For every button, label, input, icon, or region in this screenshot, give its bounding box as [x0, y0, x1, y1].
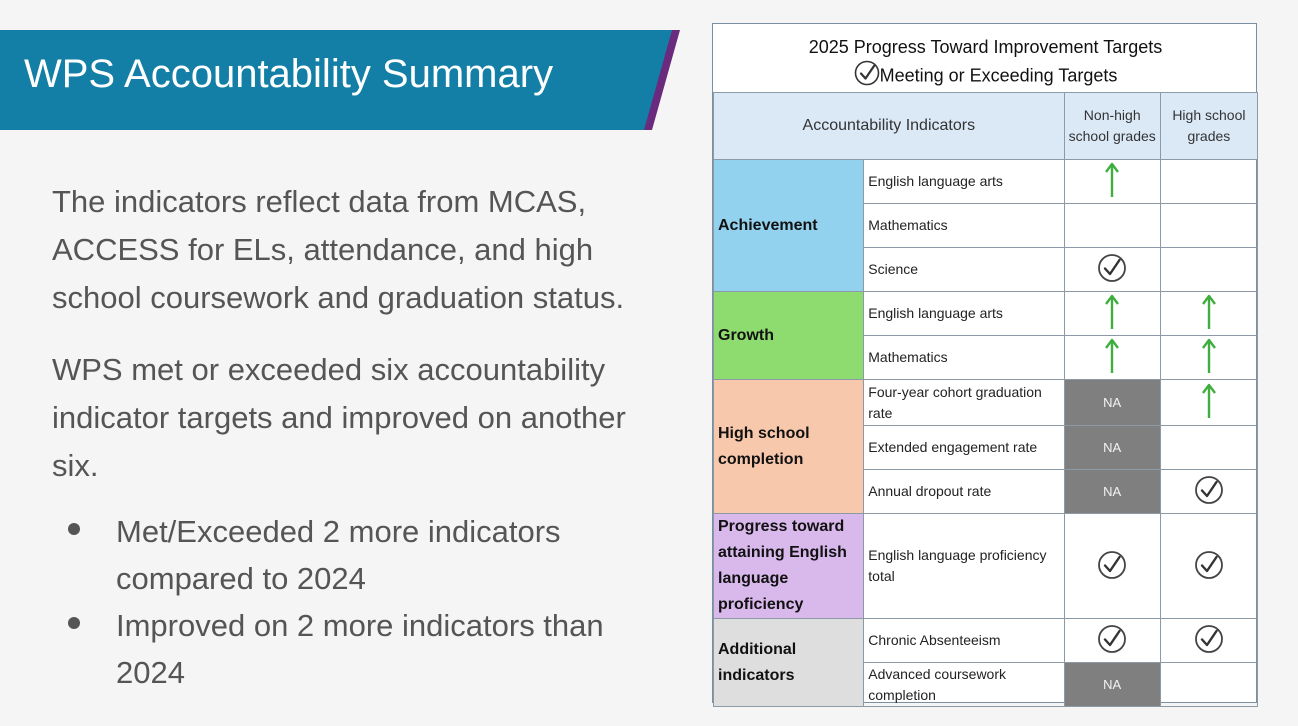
indicator-label: Four-year cohort graduation rate [864, 380, 1064, 426]
table-title: 2025 Progress Toward Improvement Targets [808, 37, 1163, 57]
status-cell [1160, 619, 1257, 663]
check-circle-icon [1097, 253, 1127, 286]
table-row [714, 514, 1258, 619]
table-row [714, 292, 1258, 336]
up-arrow-icon [1201, 338, 1217, 377]
indicator-label: Advanced coursework completion [864, 663, 1064, 707]
indicator-label: English language arts [864, 160, 1064, 204]
check-circle-icon [1194, 475, 1224, 508]
status-cell [1160, 663, 1257, 707]
status-cell [1064, 619, 1160, 663]
bullet-text: Met/Exceeded 2 more indicators compared to 2024 [116, 514, 561, 596]
bullet-dot-icon [68, 617, 80, 629]
category-el-progress: Progress toward attaining English language proficiency [714, 514, 864, 619]
slide-title: WPS Accountability Summary [24, 52, 554, 96]
na-label: NA [1103, 395, 1122, 410]
status-cell [1064, 292, 1160, 336]
up-arrow-icon [1104, 294, 1120, 333]
status-cell [1160, 470, 1257, 514]
table-heading [713, 34, 1258, 93]
indicator-label: Chronic Absenteeism [864, 619, 1064, 663]
status-cell [1064, 160, 1160, 204]
status-cell [1160, 380, 1257, 426]
status-cell [1160, 292, 1257, 336]
header-high-school-grades: High school grades [1160, 93, 1257, 160]
indicator-label: Annual dropout rate [864, 470, 1064, 514]
status-cell [1160, 248, 1257, 292]
bullet-list [68, 508, 668, 696]
check-circle-icon [854, 60, 880, 93]
up-arrow-icon [1104, 338, 1120, 377]
table-row [714, 160, 1258, 204]
category-achievement: Achievement [714, 160, 864, 292]
up-arrow-icon [1201, 383, 1217, 422]
na-label: NA [1103, 440, 1122, 455]
na-cell [1064, 380, 1160, 426]
list-item [68, 602, 668, 696]
indicator-label: Extended engagement rate [864, 426, 1064, 470]
category-hs-completion: High school completion [714, 380, 864, 514]
status-cell [1064, 204, 1160, 248]
legend-label: Meeting or Exceeding Targets [879, 65, 1118, 86]
status-cell [1064, 248, 1160, 292]
status-cell [1160, 426, 1257, 470]
bullet-text: Improved on 2 more indicators than 2024 [116, 608, 604, 690]
na-label: NA [1103, 677, 1122, 692]
na-cell [1064, 426, 1160, 470]
category-additional: Additional indicators [714, 619, 864, 707]
table-header-row [714, 93, 1258, 160]
list-item [68, 508, 668, 602]
check-circle-icon [1194, 550, 1224, 583]
status-cell [1160, 514, 1257, 619]
indicator-label: Mathematics [864, 336, 1064, 380]
status-cell [1160, 160, 1257, 204]
indicator-label: Mathematics [864, 204, 1064, 248]
table-body [714, 160, 1258, 707]
status-cell [1064, 514, 1160, 619]
progress-table-panel [712, 23, 1257, 703]
table-row [714, 380, 1258, 426]
na-cell [1064, 470, 1160, 514]
category-growth: Growth [714, 292, 864, 380]
check-circle-icon [1194, 624, 1224, 657]
check-circle-icon [1097, 550, 1127, 583]
accountability-table [713, 92, 1258, 707]
indicator-label: English language arts [864, 292, 1064, 336]
up-arrow-icon [1201, 294, 1217, 333]
indicator-label: English language proficiency total [864, 514, 1064, 619]
paragraph-data-sources: The indicators reflect data from MCAS, ACCESS for ELs, attendance, and high school coursework and graduation status. [52, 184, 625, 315]
na-label: NA [1103, 484, 1122, 499]
header-indicators: Accountability Indicators [714, 93, 1065, 160]
header-nonhigh-grades: Non-high school grades [1064, 93, 1160, 160]
bullet-dot-icon [68, 523, 80, 535]
up-arrow-icon [1104, 162, 1120, 201]
status-cell [1160, 204, 1257, 248]
status-cell [1160, 336, 1257, 380]
table-legend [713, 60, 1258, 93]
indicator-label: Science [864, 248, 1064, 292]
table-row [714, 619, 1258, 663]
check-circle-icon [1097, 624, 1127, 657]
na-cell [1064, 663, 1160, 707]
status-cell [1064, 336, 1160, 380]
paragraph-targets-summary: WPS met or exceeded six accountability indicator targets and improved on another six. [52, 352, 626, 483]
